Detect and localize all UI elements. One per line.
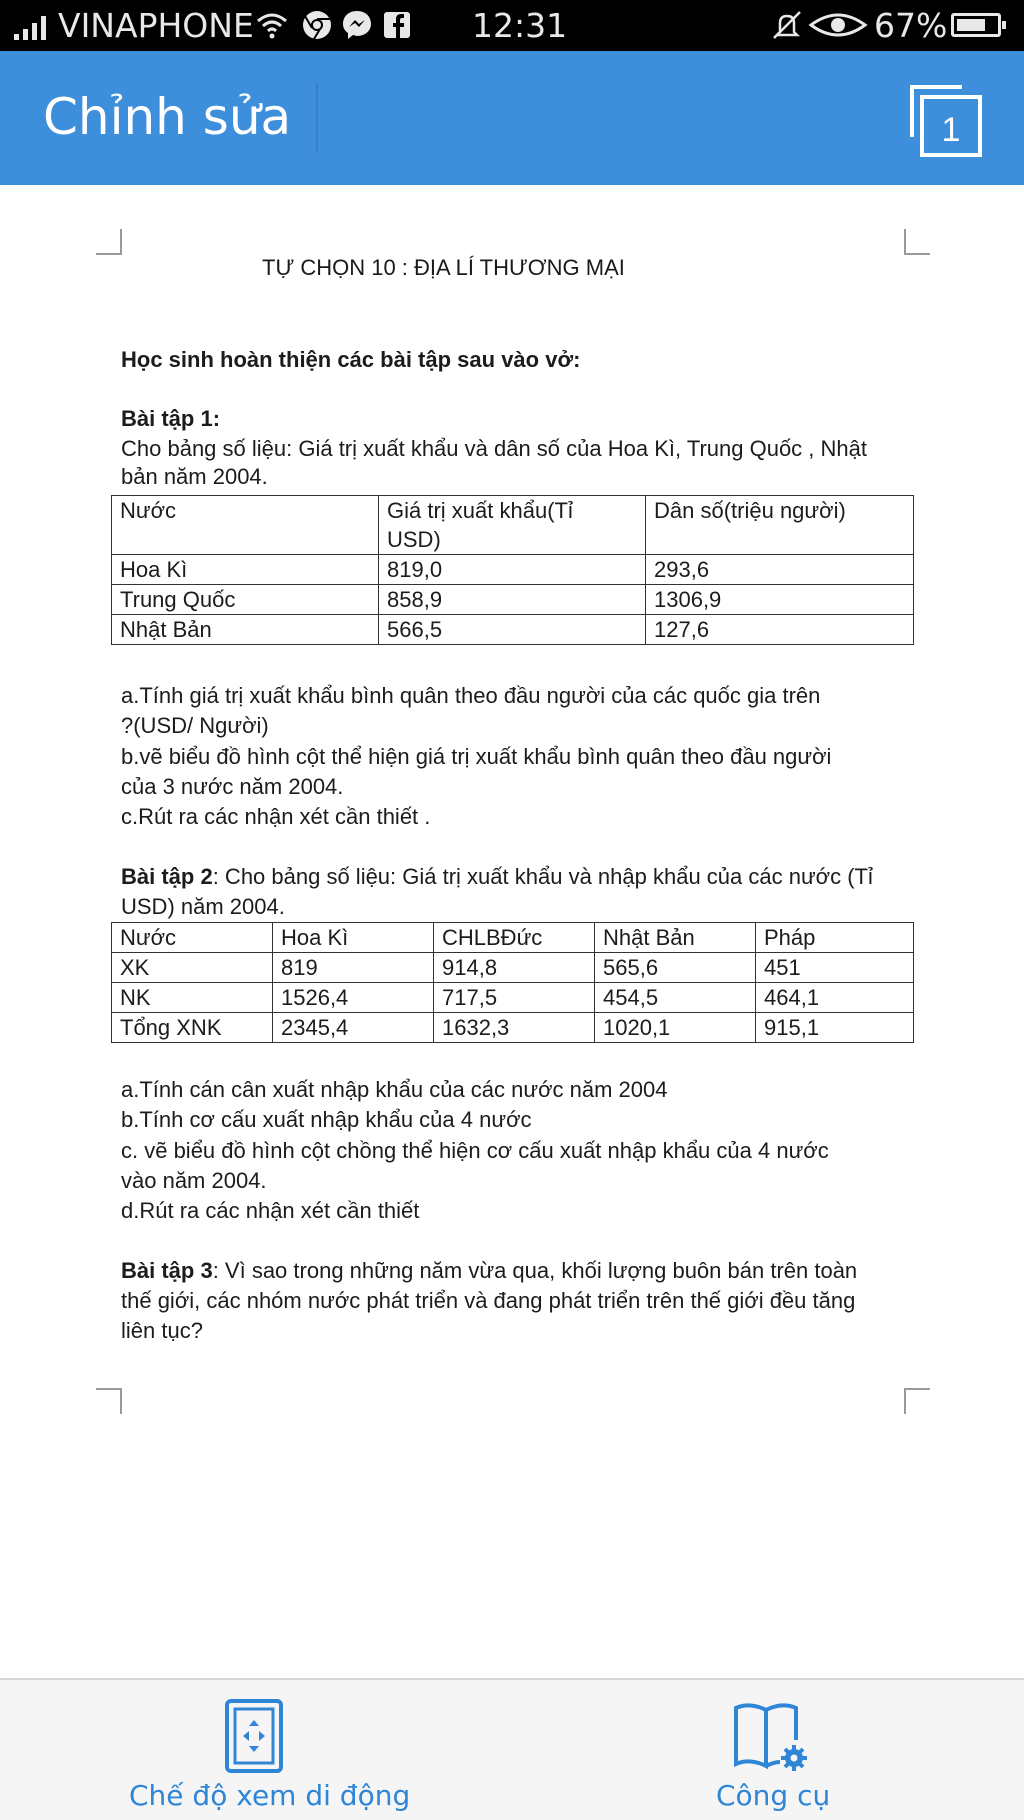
ex1-question: của 3 nước năm 2004. <box>121 774 344 799</box>
page-title: Chỉnh sửa <box>43 88 292 146</box>
ex3-text: liên tục? <box>121 1318 203 1343</box>
table-cell: 717,5 <box>434 983 595 1013</box>
table-cell: 2345,4 <box>273 1013 434 1043</box>
messenger-icon <box>340 8 374 42</box>
table-header-row <box>112 923 914 953</box>
mobile-view-label: Chế độ xem di động <box>129 1779 411 1812</box>
margin-corner <box>96 229 122 255</box>
table-cell: 858,9 <box>379 585 646 615</box>
table-cell: 1306,9 <box>646 585 914 615</box>
battery-percent: 67% <box>874 6 948 45</box>
table-cell: Trung Quốc <box>112 585 379 615</box>
chrome-icon <box>300 8 334 42</box>
pages-icon <box>906 81 986 161</box>
ex1-desc: bản năm 2004. <box>121 464 268 489</box>
ex1-question: b.vẽ biểu đồ hình cột thể hiện giá trị xuất khẩu bình quân theo đầu người <box>121 744 832 769</box>
table-cell: 566,5 <box>379 615 646 645</box>
intro-text: Học sinh hoàn thiện các bài tập sau vào vở: <box>121 347 581 372</box>
ex2-question: c. vẽ biểu đồ hình cột chồng thể hiện cơ cấu xuất nhập khẩu của 4 nước <box>121 1138 829 1163</box>
ex1-question: c.Rút ra các nhận xét cần thiết . <box>121 804 431 829</box>
ex2-question: vào năm 2004. <box>121 1168 267 1193</box>
table-cell: 914,8 <box>434 953 595 983</box>
app-header <box>0 51 1024 185</box>
import-export-table <box>111 922 914 1043</box>
table-row <box>112 615 914 645</box>
table-cell: 565,6 <box>595 953 756 983</box>
table-cell: Hoa Kì <box>112 555 379 585</box>
ex1-question: ?(USD/ Người) <box>121 713 269 738</box>
table-cell: Dân số(triệu người) <box>646 496 914 555</box>
table-row <box>112 1013 914 1043</box>
table-cell: 451 <box>756 953 914 983</box>
table-cell: Nhật Bản <box>595 923 756 953</box>
mobile-view-button[interactable] <box>110 1680 410 1820</box>
tools-label: Công cụ <box>716 1779 831 1812</box>
table-cell: Nhật Bản <box>112 615 379 645</box>
table-cell: 454,5 <box>595 983 756 1013</box>
carrier-name: VINAPHONE <box>58 6 254 45</box>
table-cell: NK <box>112 983 273 1013</box>
table-row <box>112 983 914 1013</box>
ex2-question: b.Tính cơ cấu xuất nhập khẩu của 4 nước <box>121 1107 532 1132</box>
ex3-heading: Bài tập 3 <box>121 1258 213 1283</box>
ex2-desc: USD) năm 2004. <box>121 894 285 919</box>
margin-corner <box>904 229 930 255</box>
table-row <box>112 953 914 983</box>
table-cell: 127,6 <box>646 615 914 645</box>
ex3-text <box>121 1256 857 1286</box>
table-cell: Pháp <box>756 923 914 953</box>
page-count-button[interactable] <box>906 81 986 161</box>
table-cell <box>379 496 646 555</box>
table-cell-text: Giá trị xuất khẩu(Tỉ <box>387 498 573 523</box>
clock: 12:31 <box>472 6 568 45</box>
table-cell: 819,0 <box>379 555 646 585</box>
ex1-question: a.Tính giá trị xuất khẩu bình quân theo đầu người của các quốc gia trên <box>121 683 821 708</box>
ex2-question: d.Rút ra các nhận xét cần thiết <box>121 1198 420 1223</box>
mobile-view-icon <box>224 1698 284 1774</box>
wifi-icon <box>255 8 289 42</box>
ex1-heading: Bài tập 1: <box>121 406 221 431</box>
table-cell: Nước <box>112 923 273 953</box>
document-title: TỰ CHỌN 10 : ĐỊA LÍ THƯƠNG MẠI <box>262 255 625 280</box>
ex2-desc-text: : Cho bảng số liệu: Giá trị xuất khẩu và nhập khẩu của các nước (Tỉ <box>212 864 873 889</box>
table-header-row <box>112 496 914 555</box>
header-divider <box>316 83 318 153</box>
table-cell: 1020,1 <box>595 1013 756 1043</box>
facebook-icon <box>380 8 414 42</box>
silent-icon <box>770 8 804 42</box>
table-cell: 464,1 <box>756 983 914 1013</box>
battery-icon <box>951 13 1001 37</box>
table-cell: 1632,3 <box>434 1013 595 1043</box>
table-cell: Nước <box>112 496 379 555</box>
signal-icon <box>14 12 54 40</box>
ex1-desc: Cho bảng số liệu: Giá trị xuất khẩu và dân số của Hoa Kì, Trung Quốc , Nhật <box>121 436 867 461</box>
table-cell: CHLBĐức <box>434 923 595 953</box>
tools-icon <box>732 1700 812 1772</box>
margin-corner <box>904 1388 930 1414</box>
table-row <box>112 555 914 585</box>
table-cell: 293,6 <box>646 555 914 585</box>
ex2-desc <box>121 862 873 892</box>
table-cell: 819 <box>273 953 434 983</box>
status-bar <box>0 0 1024 51</box>
table-row <box>112 585 914 615</box>
ex2-question: a.Tính cán cân xuất nhập khẩu của các nước năm 2004 <box>121 1077 668 1102</box>
export-population-table <box>111 495 914 645</box>
eye-icon <box>808 8 868 42</box>
table-cell-text: USD) <box>387 527 441 552</box>
document-page[interactable] <box>0 185 1024 1678</box>
ex2-heading: Bài tập 2 <box>121 864 213 889</box>
page-count: 1 <box>941 111 961 149</box>
table-cell: 915,1 <box>756 1013 914 1043</box>
ex3-text: thế giới, các nhóm nước phát triển và đang phát triển trên thế giới đều tăng <box>121 1288 856 1313</box>
bottom-toolbar <box>0 1678 1024 1820</box>
table-cell: Tổng XNK <box>112 1013 273 1043</box>
ex3-text-line: : Vì sao trong những năm vừa qua, khối lượng buôn bán trên toàn <box>212 1258 858 1283</box>
margin-corner <box>96 1388 122 1414</box>
tools-button[interactable] <box>700 1680 850 1820</box>
table-cell: 1526,4 <box>273 983 434 1013</box>
table-cell: XK <box>112 953 273 983</box>
table-cell: Hoa Kì <box>273 923 434 953</box>
